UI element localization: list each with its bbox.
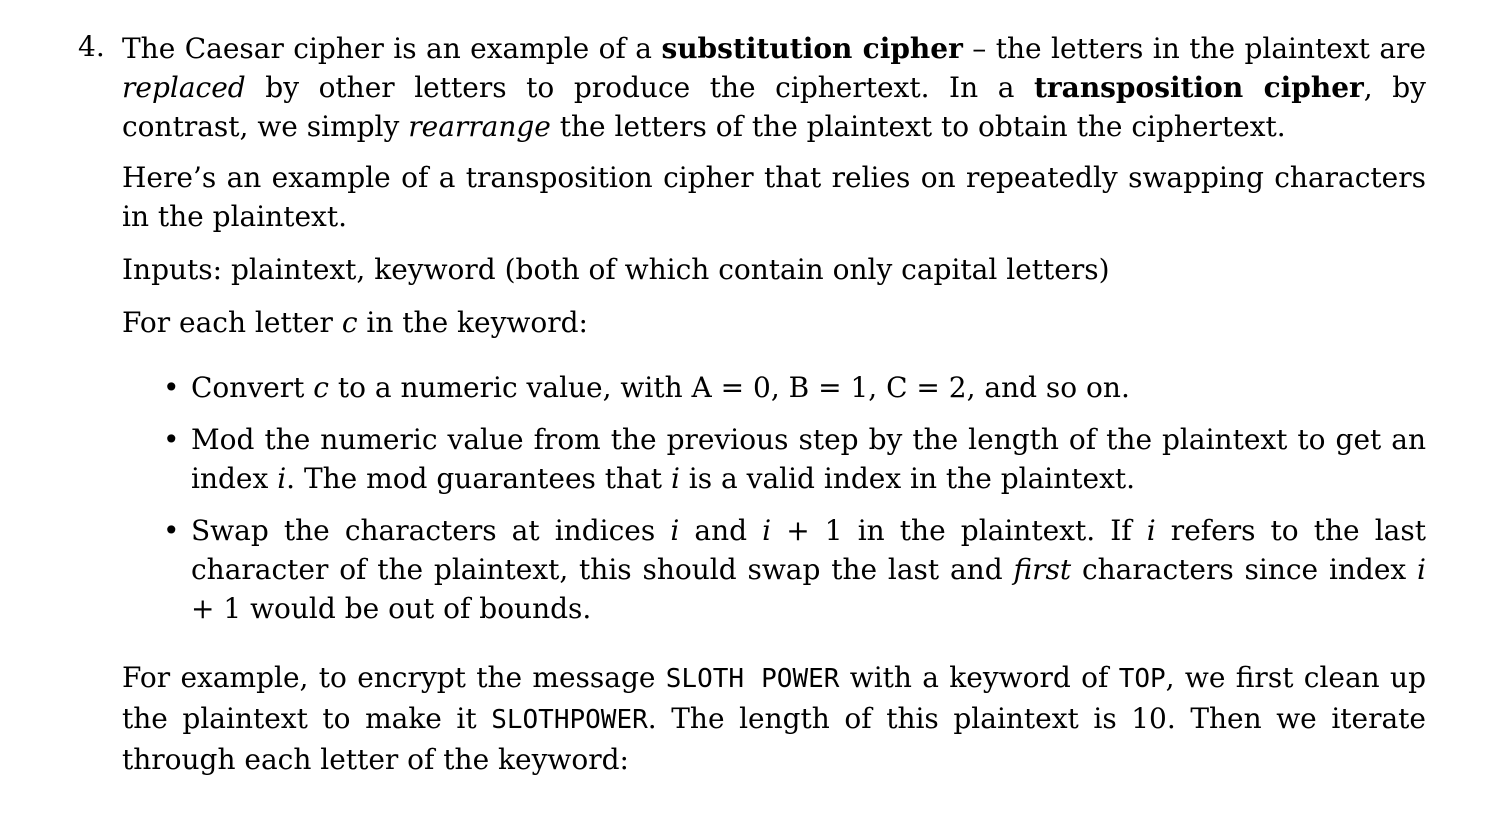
math-variable-i: i bbox=[1146, 514, 1156, 547]
intro-paragraph bbox=[122, 29, 1426, 146]
code-clean-plaintext: SLOTHPOWER bbox=[491, 705, 648, 735]
list-item bbox=[163, 420, 1426, 498]
math-variable-i: i bbox=[277, 462, 287, 495]
bullet: • bbox=[163, 514, 180, 547]
text-run: refers to the last character of the plaintext, this should swap the last and bbox=[191, 514, 1426, 586]
problem-body bbox=[122, 29, 1426, 779]
code-message: SLOTH POWER bbox=[665, 664, 840, 694]
text-run: The Caesar cipher is an example of a bbox=[122, 32, 662, 65]
math-variable-i: i bbox=[670, 462, 680, 495]
math-variable-i: i bbox=[762, 514, 772, 547]
text-run: , by contrast, we simply bbox=[122, 71, 1427, 143]
text-run: Mod the numeric value from the previous step by the length of the plaintext to get an index bbox=[191, 423, 1426, 495]
text-run: the letters of the plaintext to obtain the ciphertext. bbox=[550, 110, 1286, 143]
text-run: + 1 would be out of bounds. bbox=[191, 592, 592, 625]
inputs-paragraph: Inputs: plaintext, keyword (both of which contain only capital letters) bbox=[122, 253, 1110, 286]
text-run: , we first clean up the plaintext to make it bbox=[122, 661, 1426, 735]
for-each-paragraph bbox=[122, 303, 1426, 342]
code-keyword: TOP bbox=[1118, 664, 1166, 694]
text-run: with a keyword of bbox=[839, 661, 1119, 694]
problem-number: 4. bbox=[78, 30, 105, 63]
math-variable-c: c bbox=[341, 306, 358, 339]
text-run: Swap the characters at indices bbox=[191, 514, 671, 547]
list-item bbox=[163, 368, 1426, 407]
text-run: to a numeric value, with A = 0, B = 1, C = 2, and so on. bbox=[328, 371, 1130, 404]
text-run: – the letters in the plaintext are bbox=[962, 32, 1426, 65]
bullet: • bbox=[163, 423, 180, 456]
term-substitution-cipher: substitution cipher bbox=[661, 32, 963, 65]
math-variable-c: c bbox=[313, 371, 329, 404]
text-run: is a valid index in the plaintext. bbox=[679, 462, 1136, 495]
math-variable-i: i bbox=[670, 514, 680, 547]
math-variable-i: i bbox=[1417, 553, 1426, 586]
text-run: by other letters to produce the ciphertext. In a bbox=[245, 71, 1034, 104]
emphasis-replaced: replaced bbox=[122, 71, 246, 104]
worked-example-paragraph bbox=[122, 658, 1426, 779]
emphasis-first: first bbox=[1013, 553, 1072, 586]
emphasis-rearrange: rearrange bbox=[408, 110, 551, 143]
text-run: For example, to encrypt the message bbox=[122, 661, 666, 694]
term-transposition-cipher: transposition cipher bbox=[1033, 71, 1364, 104]
text-run: + 1 in the plaintext. If bbox=[771, 514, 1147, 547]
list-item bbox=[163, 511, 1426, 628]
text-run: For each letter bbox=[122, 306, 342, 339]
text-run: characters since index bbox=[1071, 553, 1418, 586]
text-run: in the keyword: bbox=[357, 306, 588, 339]
bullet: • bbox=[163, 371, 180, 404]
example-intro-paragraph: Here’s an example of a transposition cipher that relies on repeatedly swapping characters in the plaintext. bbox=[122, 161, 1426, 233]
text-run: and bbox=[679, 514, 763, 547]
text-run: Convert bbox=[191, 371, 314, 404]
text-run: . The mod guarantees that bbox=[286, 462, 671, 495]
algorithm-steps-list bbox=[122, 368, 1426, 628]
text-run: . The length of this plaintext is 10. Then we iterate through each letter of the keyword: bbox=[122, 702, 1426, 776]
